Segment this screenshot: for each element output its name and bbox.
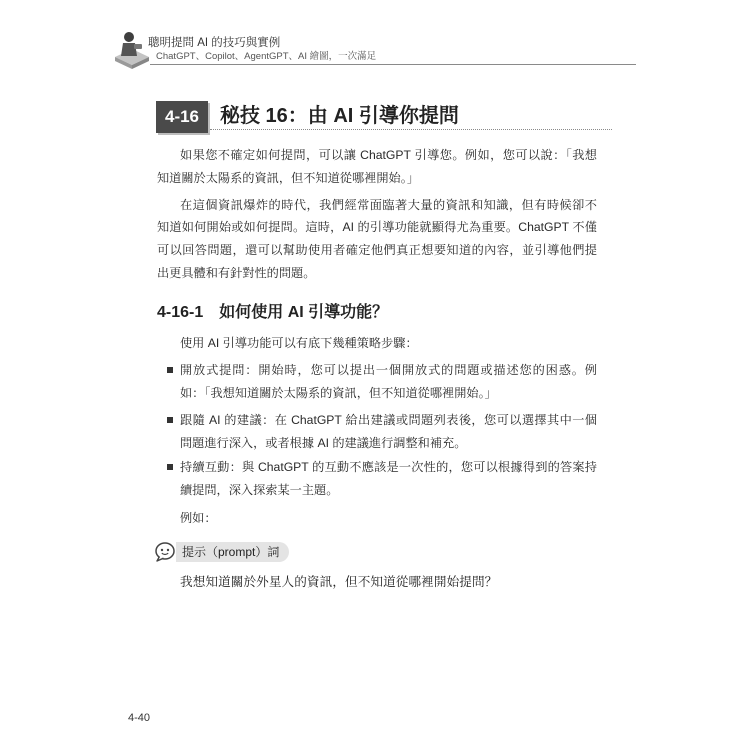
paragraph-line: 知道關於太陽系的資訊，但不知道從哪裡開始。」 — [157, 170, 420, 185]
header-rule — [150, 64, 636, 65]
list-item-line: 問題進行深入，或者根據 AI 的建議進行調整和補充。 — [180, 435, 467, 450]
list-item — [180, 409, 597, 455]
page-number: 4-40 — [128, 712, 151, 724]
prompt-label: 提示（prompt）詞 — [176, 542, 289, 562]
subsection-heading — [157, 302, 388, 324]
list-item-line: 持續互動：與 ChatGPT 的互動不應該是一次性的，您可以根據得到的答案持 — [180, 459, 597, 474]
paragraph-line: 出更具體和有針對性的問題。 — [157, 265, 316, 280]
square-bullet-icon — [167, 464, 173, 470]
list-item-line: 續提問，深入探索某一主題。 — [180, 482, 339, 497]
paragraph-line: 可以回答問題，還可以幫助使用者確定他們真正想要知道的內容，並引導他們提 — [157, 242, 597, 257]
book-title: 聰明提問 AI 的技巧與實例 — [148, 37, 281, 49]
section-number-badge: 4-16 — [156, 101, 208, 133]
prompt-text: 我想知道關於外星人的資訊，但不知道從哪裡開始提問？ — [180, 574, 498, 589]
chapter-figure-icon — [112, 30, 152, 70]
paragraph-line: 如果您不確定如何提問，可以讓 ChatGPT 引導您。例如，您可以說：「我想 — [180, 147, 597, 162]
chat-bubble-face-icon — [154, 542, 176, 562]
section-title-underline — [210, 129, 612, 130]
intro-paragraph-1 — [157, 144, 597, 190]
intro-paragraph-2 — [157, 194, 597, 285]
book-subtitle: ChatGPT、Copilot、AgentGPT、AI 繪圖，一次滿足 — [156, 51, 377, 62]
subsection-title: 如何使用 AI 引導功能？ — [219, 304, 389, 321]
paragraph-line: 在這個資訊爆炸的時代，我們經常面臨著大量的資訊和知識，但有時候卻不 — [180, 197, 597, 212]
list-item-line: 開放式提問：開始時，您可以提出一個開放式的問題或描述您的困惑。例 — [180, 362, 597, 377]
example-label: 例如： — [180, 510, 217, 525]
subsection-number: 4-16-1 — [157, 304, 204, 321]
list-item-line: 跟隨 AI 的建議：在 ChatGPT 給出建議或問題列表後，您可以選擇其中一個 — [180, 412, 597, 427]
list-item — [180, 359, 597, 405]
square-bullet-icon — [167, 417, 173, 423]
list-item-line: 如：「我想知道關於太陽系的資訊，但不知道從哪裡開始。」 — [180, 385, 497, 400]
section-title: 秘技 16：由 AI 引導你提問 — [220, 105, 459, 127]
strategy-intro: 使用 AI 引導功能可以有底下幾種策略步驟： — [180, 335, 418, 350]
square-bullet-icon — [167, 367, 173, 373]
paragraph-line: 知道如何開始或如何提問。這時，AI 的引導功能就顯得尤為重要。ChatGPT 不僅 — [157, 220, 597, 235]
list-item — [180, 456, 597, 502]
